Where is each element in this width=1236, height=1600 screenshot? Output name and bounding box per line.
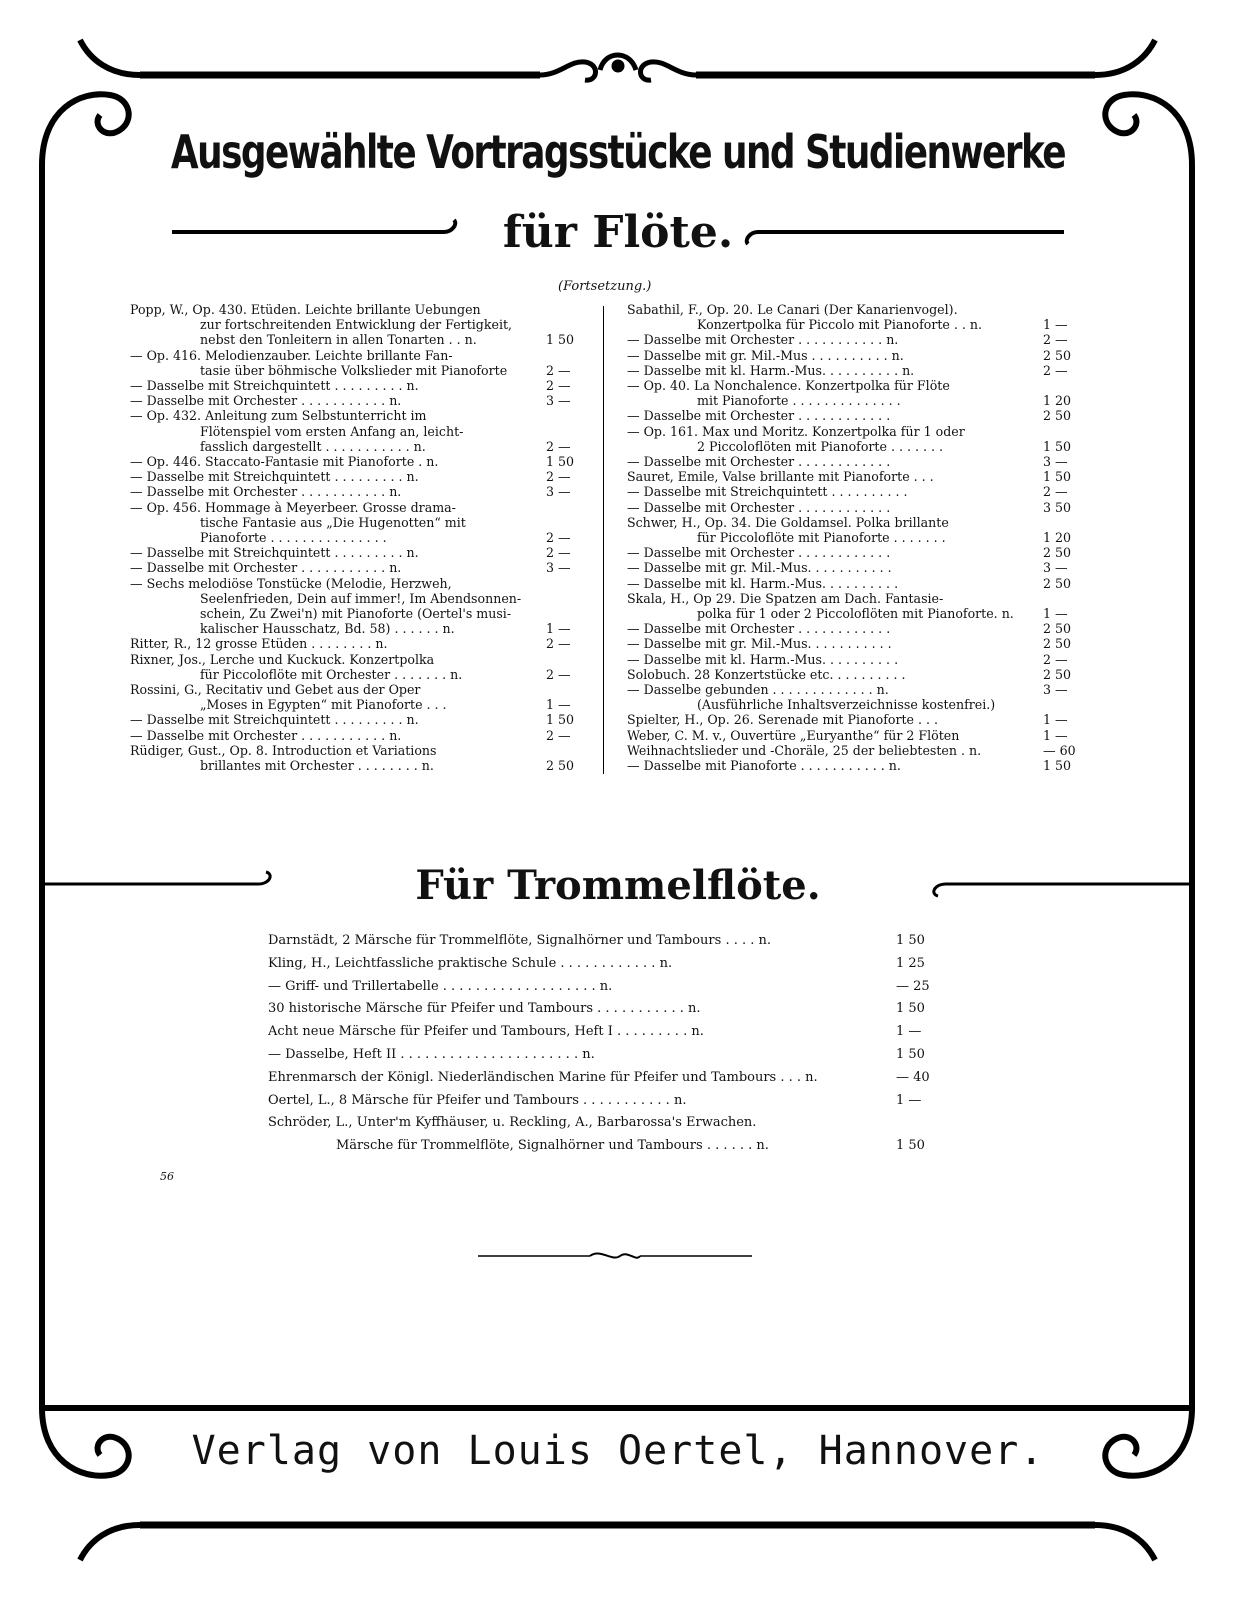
entry-text: Sabathil, F., Op. 20. Le Canari (Der Kanarienvogel). <box>627 302 958 317</box>
catalog-entry-line <box>627 408 1089 423</box>
trommelfloete-item <box>268 998 950 1021</box>
entry-price: 3 — <box>1043 682 1068 698</box>
entry-text: — Dasselbe mit Pianoforte . . . . . . . . . . . n. <box>627 758 901 774</box>
entry-price: 1 50 <box>546 454 575 470</box>
page-subtitle: für Flöte. <box>502 207 734 258</box>
trommelfloete-item <box>268 1044 950 1067</box>
entry-price: 1 — <box>1043 606 1068 622</box>
section-title-trommelfloete: Für Trommelflöte. <box>415 862 821 909</box>
entry-text: — Dasselbe mit Orchester . . . . . . . . . . . . <box>627 545 891 561</box>
column-divider <box>603 306 604 774</box>
entry-text: Acht neue Märsche für Pfeifer und Tambours, Heft I . . . . . . . . . n. <box>268 1024 704 1040</box>
catalog-entry-line <box>130 743 592 758</box>
trommelfloete-list <box>268 930 950 1158</box>
entry-price: 1 25 <box>896 955 925 971</box>
entry-price: 2 — <box>1043 484 1068 500</box>
entry-price <box>538 576 592 591</box>
entry-text: 2 Piccoloflöten mit Pianoforte . . . . . . . <box>697 438 943 454</box>
entry-price: 2 50 <box>1043 666 1072 682</box>
catalog-entry-line <box>130 393 592 408</box>
entry-text: — Dasselbe mit kl. Harm.-Mus. . . . . . . . . . <box>627 575 899 591</box>
entry-text: zur fortschreitenden Entwicklung der Fertigkeit, <box>200 317 513 333</box>
entry-text: Flötenspiel vom ersten Anfang an, leicht- <box>200 423 464 439</box>
catalog-entry-line <box>130 636 592 651</box>
entry-price: — 25 <box>896 978 930 994</box>
catalog-entry-line <box>130 545 592 560</box>
entry-text: — Dasselbe mit gr. Mil.-Mus . . . . . . . . . . n. <box>627 347 904 363</box>
entry-text: Seelenfrieden, Dein auf immer!, Im Abendsonnen- <box>200 590 522 606</box>
entry-text: (Ausführliche Inhaltsverzeichnisse kostenfrei.) <box>697 697 996 713</box>
entry-price: 1 — <box>1043 317 1068 333</box>
entry-price <box>538 317 592 332</box>
entry-price: 2 50 <box>1043 575 1072 591</box>
catalog-entry-line <box>130 469 592 484</box>
entry-price: 1 50 <box>1043 758 1072 774</box>
entry-price: 3 — <box>1043 560 1068 576</box>
catalog-entry-line <box>627 591 1089 606</box>
catalog-entry-line <box>627 652 1089 667</box>
entry-text: Spielter, H., Op. 26. Serenade mit Pianoforte . . . <box>627 712 938 728</box>
entry-text: für Piccoloflöte mit Pianoforte . . . . . . . <box>697 530 946 546</box>
entry-price: — 60 <box>1043 742 1076 758</box>
entry-price: 3 — <box>1043 454 1068 470</box>
catalog-entry-line <box>627 302 1089 317</box>
catalog-entry-line <box>130 667 592 682</box>
entry-price <box>538 424 592 439</box>
entry-price <box>1035 378 1089 393</box>
entry-text: — Dasselbe mit Orchester . . . . . . . . . . . . <box>627 621 891 637</box>
catalog-entry-line <box>627 560 1089 575</box>
entry-text: — Op. 456. Hommage à Meyerbeer. Grosse drama- <box>130 499 456 515</box>
entry-price <box>1035 697 1089 712</box>
entry-text: für Piccoloflöte mit Orchester . . . . . . . n. <box>200 666 463 682</box>
left-catalog-column <box>130 302 592 773</box>
entry-text: — Dasselbe mit Streichquintett . . . . . . . . . n. <box>130 378 419 394</box>
entry-text: Schwer, H., Op. 34. Die Goldamsel. Polka brillante <box>627 514 949 530</box>
catalog-entry-line <box>627 682 1089 697</box>
catalog-entry-line <box>627 667 1089 682</box>
entry-price: 3 — <box>546 393 571 409</box>
catalog-entry-line <box>130 682 592 697</box>
entry-text: Rixner, Jos., Lerche und Kuckuck. Konzertpolka <box>130 651 435 667</box>
entry-price <box>538 606 592 621</box>
entry-price <box>538 591 592 606</box>
entry-text: nebst den Tonleitern in allen Tonarten . . n. <box>200 332 477 348</box>
catalog-entry-line <box>627 393 1089 408</box>
entry-price: 2 — <box>546 545 571 561</box>
catalog-entry-line <box>130 591 592 606</box>
entry-text: — Op. 40. La Nonchalence. Konzertpolka für Flöte <box>627 378 950 394</box>
catalog-entry-line <box>130 424 592 439</box>
catalog-entry-line <box>627 332 1089 347</box>
entry-text: — Dasselbe mit Orchester . . . . . . . . . . . n. <box>627 332 899 348</box>
catalog-entry-line <box>627 743 1089 758</box>
entry-text: Solobuch. 28 Konzertstücke etc. . . . . . . . . . <box>627 666 906 682</box>
entry-price <box>1035 302 1089 317</box>
entry-text: Weber, C. M. v., Ouvertüre „Euryanthe“ für 2 Flöten <box>627 727 960 743</box>
entry-price: 1 50 <box>1043 438 1072 454</box>
entry-price: 2 — <box>546 666 571 682</box>
catalog-entry-line <box>130 652 592 667</box>
entry-text: — Dasselbe mit gr. Mil.-Mus. . . . . . . . . . . <box>627 636 892 652</box>
entry-text: — Griff- und Trillertabelle . . . . . . . . . . . . . . . . . . . n. <box>268 978 613 994</box>
entry-price: 2 50 <box>1043 408 1072 424</box>
entry-text: — Dasselbe mit Orchester . . . . . . . . . . . n. <box>130 560 402 576</box>
entry-price: 2 — <box>546 727 571 743</box>
catalog-entry-line <box>627 576 1089 591</box>
entry-price: 2 50 <box>1043 545 1072 561</box>
entry-text: Weihnachtslieder und -Choräle, 25 der beliebtesten . n. <box>627 742 982 758</box>
entry-text: Darnstädt, 2 Märsche für Trommelflöte, Signalhörner und Tambours . . . . n. <box>268 933 772 948</box>
catalog-entry-line <box>130 560 592 575</box>
catalog-entry-line <box>627 500 1089 515</box>
catalog-entry-line <box>130 712 592 727</box>
entry-text: Rüdiger, Gust., Op. 8. Introduction et Variations <box>130 742 437 758</box>
entry-text: Ehrenmarsch der Königl. Niederländischen Marine für Pfeifer und Tambours . . . n. <box>268 1069 818 1085</box>
entry-price: 2 — <box>546 378 571 394</box>
entry-text: — Op. 432. Anleitung zum Selbstunterricht im <box>130 408 427 424</box>
entry-price: 2 50 <box>1043 347 1072 363</box>
catalog-entry-line <box>627 363 1089 378</box>
catalog-entry-line <box>627 317 1089 332</box>
entry-text: — Dasselbe mit Streichquintett . . . . . . . . . . <box>627 484 908 500</box>
catalog-entry-line <box>130 500 592 515</box>
trommelfloete-item <box>268 953 950 976</box>
catalog-entry-line <box>130 728 592 743</box>
entry-text: Konzertpolka für Piccolo mit Pianoforte . . n. <box>697 317 982 333</box>
publisher-footer: Verlag von Louis Oertel, Hannover. <box>191 1428 1045 1474</box>
entry-price <box>538 408 592 423</box>
catalog-entry-line <box>627 758 1089 773</box>
catalog-entry-line <box>627 424 1089 439</box>
entry-text: — Dasselbe mit kl. Harm.-Mus. . . . . . . . . . <box>627 651 899 667</box>
catalog-entry-line <box>130 378 592 393</box>
catalog-entry-line <box>130 408 592 423</box>
entry-price: 3 50 <box>1043 499 1072 515</box>
trommelfloete-item <box>268 976 950 999</box>
trommelfloete-item <box>268 1067 950 1090</box>
entry-text: Schröder, L., Unter'm Kyffhäuser, u. Reckling, A., Barbarossa's Erwachen. <box>268 1115 757 1131</box>
catalog-entry-line <box>627 636 1089 651</box>
entry-price: 2 — <box>1043 651 1068 667</box>
catalog-entry-line <box>130 621 592 636</box>
right-catalog-column <box>627 302 1089 773</box>
catalog-entry-line <box>627 348 1089 363</box>
entry-price: 1 50 <box>896 1046 925 1062</box>
entry-price <box>538 652 592 667</box>
entry-text: — Op. 416. Melodienzauber. Leichte brillante Fan- <box>130 347 453 363</box>
entry-text: Ritter, R., 12 grosse Etüden . . . . . . . . n. <box>130 636 388 652</box>
entry-text: schein, Zu Zwei'n) mit Pianoforte (Oertel's musi- <box>200 606 512 622</box>
entry-price: 1 — <box>896 1092 922 1108</box>
entry-price <box>538 302 592 317</box>
entry-price <box>538 500 592 515</box>
entry-text: — Dasselbe mit Orchester . . . . . . . . . . . n. <box>130 393 402 409</box>
page-title: Ausgewählte Vortragsstücke und Studienwerke <box>170 125 1066 179</box>
entry-price: 2 50 <box>1043 621 1072 637</box>
entry-text: tische Fantasie aus „Die Hugenotten“ mit <box>200 514 466 530</box>
catalog-entry-line <box>627 621 1089 636</box>
entry-price: 3 — <box>546 560 571 576</box>
trommelfloete-item <box>268 930 950 953</box>
catalog-entry-line <box>130 454 592 469</box>
catalog-entry-line <box>130 606 592 621</box>
entry-text: Oertel, L., 8 Märsche für Pfeifer und Tambours . . . . . . . . . . . n. <box>268 1092 687 1108</box>
entry-text: fasslich dargestellt . . . . . . . . . . . n. <box>200 438 426 454</box>
entry-price: 2 — <box>546 438 571 454</box>
entry-price: 1 — <box>1043 712 1068 728</box>
catalog-entry-line <box>130 530 592 545</box>
entry-text: — Op. 446. Staccato-Fantasie mit Pianoforte . n. <box>130 454 439 470</box>
entry-price <box>1035 515 1089 530</box>
entry-text: — Op. 161. Max und Moritz. Konzertpolka für 1 oder <box>627 423 965 439</box>
entry-text: — Dasselbe mit Streichquintett . . . . . . . . . n. <box>130 712 419 728</box>
entry-price: 1 50 <box>546 712 575 728</box>
entry-text: Märsche für Trommelflöte, Signalhörner und Tambours . . . . . . n. <box>336 1138 769 1154</box>
entry-price <box>538 515 592 530</box>
catalog-entry-line <box>130 317 592 332</box>
entry-text: — Dasselbe mit kl. Harm.-Mus. . . . . . . . . . n. <box>627 362 915 378</box>
entry-text: brillantes mit Orchester . . . . . . . . n. <box>200 758 434 774</box>
catalog-entry-line <box>627 728 1089 743</box>
entry-price: — 40 <box>896 1069 930 1085</box>
entry-price: 1 50 <box>546 332 575 348</box>
catalog-entry-line <box>627 378 1089 393</box>
entry-text: — Dasselbe mit Orchester . . . . . . . . . . . n. <box>130 484 402 500</box>
entry-price: 1 — <box>546 697 571 713</box>
entry-text: — Dasselbe mit Orchester . . . . . . . . . . . . <box>627 499 891 515</box>
entry-text: mit Pianoforte . . . . . . . . . . . . . . <box>697 393 901 409</box>
page-number: 56 <box>160 1170 174 1183</box>
entry-text: — Dasselbe gebunden . . . . . . . . . . . . . n. <box>627 682 889 698</box>
catalog-entry-line <box>627 712 1089 727</box>
entry-text: Kling, H., Leichtfassliche praktische Schule . . . . . . . . . . . . n. <box>268 955 673 971</box>
entry-price: 2 — <box>1043 332 1068 348</box>
entry-price: 2 50 <box>546 758 575 774</box>
entry-price: 1 — <box>896 1024 922 1040</box>
entry-price: 1 50 <box>896 1138 925 1154</box>
catalog-entry-line <box>627 515 1089 530</box>
catalog-entry-line <box>627 439 1089 454</box>
entry-text: — Dasselbe mit Streichquintett . . . . . . . . . n. <box>130 469 419 485</box>
entry-price <box>538 348 592 363</box>
entry-text: — Dasselbe mit gr. Mil.-Mus. . . . . . . . . . . <box>627 560 892 576</box>
catalog-entry-line <box>130 363 592 378</box>
entry-price <box>1035 591 1089 606</box>
entry-price: 1 — <box>1043 727 1068 743</box>
catalog-entry-line <box>627 454 1089 469</box>
entry-text: kalischer Hausschatz, Bd. 58) . . . . . . n. <box>200 621 455 637</box>
entry-text: Rossini, G., Recitativ und Gebet aus der Oper <box>130 682 421 698</box>
entry-price: 1 50 <box>896 933 925 948</box>
entry-price <box>538 743 592 758</box>
catalog-entry-line <box>130 484 592 499</box>
entry-text: 30 historische Märsche für Pfeifer und Tambours . . . . . . . . . . . n. <box>268 1001 701 1017</box>
catalog-entry-line <box>627 606 1089 621</box>
trommelfloete-item <box>268 1135 950 1158</box>
catalog-entry-line <box>130 576 592 591</box>
catalog-entry-line <box>627 469 1089 484</box>
entry-text: Pianoforte . . . . . . . . . . . . . . . <box>200 530 387 546</box>
entry-price: 1 20 <box>1043 393 1072 409</box>
entry-price: 2 — <box>546 469 571 485</box>
entry-price: 2 — <box>1043 362 1068 378</box>
entry-price: 1 50 <box>896 1001 925 1017</box>
trommelfloete-item <box>268 1112 950 1135</box>
catalog-entry-line <box>627 545 1089 560</box>
entry-price: 1 50 <box>1043 469 1072 485</box>
entry-price: 3 — <box>546 484 571 500</box>
catalog-entry-line <box>130 332 592 347</box>
catalog-entry-line <box>130 758 592 773</box>
entry-price: 2 — <box>546 636 571 652</box>
entry-text: „Moses in Egypten“ mit Pianoforte . . . <box>200 697 447 713</box>
entry-text: — Dasselbe, Heft II . . . . . . . . . . . . . . . . . . . . . . n. <box>268 1046 595 1062</box>
entry-price: 2 50 <box>1043 636 1072 652</box>
catalog-entry-line <box>130 302 592 317</box>
entry-text: Popp, W., Op. 430. Etüden. Leichte brillante Uebungen <box>130 302 481 317</box>
catalog-entry-line <box>130 697 592 712</box>
continuation-note: (Fortsetzung.) <box>558 279 652 294</box>
entry-text: — Dasselbe mit Streichquintett . . . . . . . . . n. <box>130 545 419 561</box>
entry-price: 2 — <box>546 362 571 378</box>
catalog-entry-line <box>130 515 592 530</box>
entry-price: 1 — <box>546 621 571 637</box>
entry-price: 1 20 <box>1043 530 1072 546</box>
entry-price <box>1035 424 1089 439</box>
catalog-entry-line <box>627 697 1089 712</box>
catalog-entry-line <box>130 439 592 454</box>
entry-text: Sauret, Emile, Valse brillante mit Pianoforte . . . <box>627 469 934 485</box>
catalog-entry-line <box>627 530 1089 545</box>
catalog-entry-line <box>627 484 1089 499</box>
entry-text: — Dasselbe mit Orchester . . . . . . . . . . . . <box>627 408 891 424</box>
entry-price: 2 — <box>546 530 571 546</box>
entry-text: polka für 1 oder 2 Piccoloflöten mit Pianoforte. n. <box>697 606 1014 622</box>
entry-price <box>538 682 592 697</box>
entry-text: — Sechs melodiöse Tonstücke (Melodie, Herzweh, <box>130 575 452 591</box>
entry-text: — Dasselbe mit Orchester . . . . . . . . . . . . <box>627 454 891 470</box>
trommelfloete-item <box>268 1021 950 1044</box>
catalog-entry-line <box>130 348 592 363</box>
entry-text: — Dasselbe mit Orchester . . . . . . . . . . . n. <box>130 727 402 743</box>
entry-text: Skala, H., Op 29. Die Spatzen am Dach. Fantasie- <box>627 590 944 606</box>
trommelfloete-item <box>268 1090 950 1113</box>
entry-price <box>888 1112 950 1135</box>
entry-text: tasie über böhmische Volkslieder mit Pianoforte <box>200 362 508 378</box>
